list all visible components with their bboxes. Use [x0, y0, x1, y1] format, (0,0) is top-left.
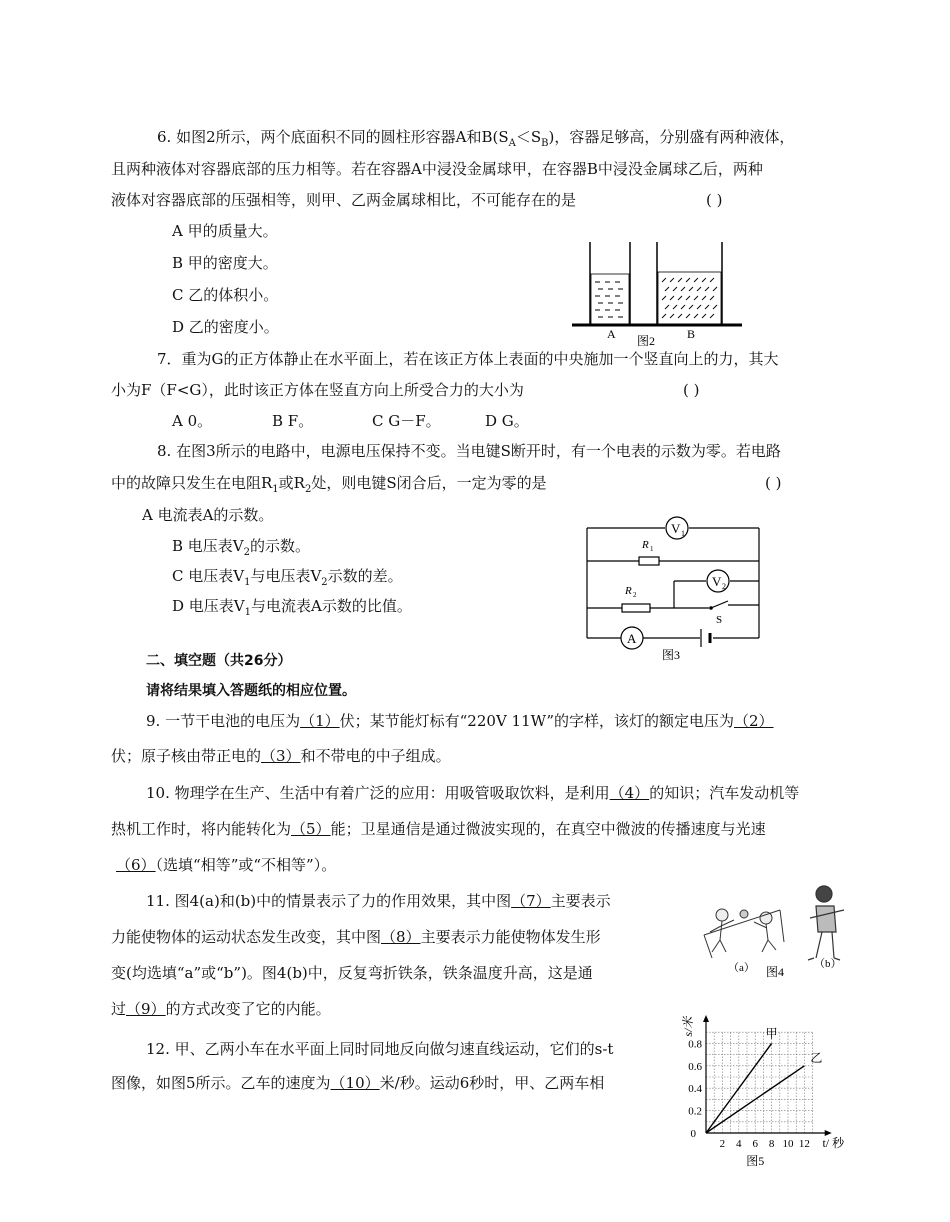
ammeter-a-icon: [621, 627, 643, 649]
q7-option-d: D G。: [485, 412, 529, 430]
q6-line1: 6. 如图2所示，两个底面积不同的圆柱形容器A和$B(S_A<S_B)$，容器足够高，分别盛有两种液体，: [157, 128, 795, 149]
x-tick-label: 8: [768, 1138, 775, 1150]
resistor-r1: [639, 557, 659, 565]
q7-option-c: C G－F。: [372, 412, 441, 430]
voltmeter-v2-icon: [707, 570, 729, 592]
q8-option-c: C 电压表$V_1$与电压表$V_2$示数的差。: [172, 567, 403, 588]
container-a: [590, 242, 630, 324]
svg-text:V: V: [671, 521, 681, 536]
figure-2-label-b: B: [687, 327, 696, 341]
q10-line3: （6）（选填“相等”或“不相等”）。: [116, 856, 337, 874]
svg-text:A: A: [627, 631, 637, 646]
svg-text:2: 2: [633, 591, 637, 599]
q6-option-d: D 乙的密度小。: [172, 318, 279, 336]
figure-5-st-chart: [676, 1008, 886, 1173]
x-tick-label: 12: [798, 1138, 810, 1150]
blank-10: （10）: [330, 1074, 380, 1092]
blank-8: （8）: [381, 928, 421, 946]
y-axis-arrow-icon: [703, 1015, 709, 1022]
q6-option-a: A 甲的质量大。: [172, 222, 278, 240]
y-tick-label: 0.8: [688, 1038, 702, 1051]
q7-option-b: B F。: [272, 412, 314, 430]
svg-text:1: 1: [650, 545, 654, 553]
figure-4a-label: （a）: [728, 962, 755, 974]
resistor-r2: [622, 604, 650, 612]
figure-4a-kids-playing-icon: [704, 909, 784, 958]
svg-text:2: 2: [722, 582, 726, 591]
x-tick-label: 10: [782, 1138, 794, 1150]
figure-4b-label: （b）: [814, 958, 842, 970]
section-2-title: 二、填空题（共26分）: [146, 653, 292, 669]
q6-option-c: C 乙的体积小。: [172, 286, 279, 304]
figure-4-illustrations: [684, 880, 864, 980]
y-tick-label: 0.2: [688, 1105, 702, 1118]
q12-line1: 12. 甲、乙两小车在水平面上同时同地反向做匀速直线运动，它们的s-t: [146, 1040, 614, 1058]
series-label-jia: 甲: [765, 1026, 778, 1041]
figure-5-caption: 图5: [746, 1154, 765, 1168]
q10-line1: 10. 物理学在生产、生活中有着广泛的应用：用吸管吸取饮料，是利用（4）的知识；汽车发动机等: [146, 784, 800, 802]
q10-line2: 热机工作时，将内能转化为（5）能；卫星通信是通过微波实现的，在真空中微波的传播速度与光速: [111, 820, 766, 838]
q6-line2: 且两种液体对容器底部的压力相等。若在容器A中浸没金属球甲，在容器B中浸没金属球乙后，两种: [111, 160, 763, 178]
q8-option-d: D 电压表$V_1$与电流表A示数的比值。: [172, 597, 412, 618]
x-tick-label: 2: [719, 1138, 726, 1150]
chart-grid: [706, 1032, 813, 1133]
q9-line1: 9. 一节干电池的电压为（1）伏；某节能灯标有“220V 11W”的字样，该灯的额定电压为（2）: [146, 712, 774, 730]
figure-3-circuit: [582, 513, 767, 665]
q11-line1: 11. 图4(a)和(b)中的情景表示了力的作用效果，其中图（7）主要表示: [146, 892, 611, 910]
x-tick-label: 6: [752, 1138, 758, 1150]
q11-line4: 过（9）的方式改变了它的内能。: [111, 1000, 331, 1018]
y-tick-label: 0.6: [688, 1060, 702, 1073]
svg-text:V: V: [712, 574, 722, 589]
blank-4: （4）: [609, 784, 650, 802]
figure-2-caption: 图2: [637, 334, 656, 348]
svg-text:R: R: [642, 539, 649, 551]
blank-5: （5）: [291, 820, 331, 838]
svg-text:1: 1: [681, 529, 685, 538]
switch-s-icon: [709, 601, 728, 626]
q7-option-a: A 0。: [172, 412, 213, 430]
voltmeter-v1-icon: [666, 517, 688, 539]
figure-2-containers: [570, 238, 745, 350]
series-label-yi: 乙: [810, 1050, 823, 1065]
blank-1: （1）: [300, 712, 340, 730]
q7-answer-paren: ( ): [683, 381, 700, 399]
q8-line1: 8. 在图3所示的电路中，电源电压保持不变。当电键S断开时，有一个电表的示数为零。若电路: [157, 442, 781, 460]
section-2-instruction: 请将结果填入答题纸的相应位置。: [146, 683, 356, 699]
q6-option-b: B 甲的密度大。: [172, 254, 278, 272]
q8-line2: 中的故障只发生在电阻$R_1$或$R_2$处，则电键S闭合后，一定为零的是: [111, 474, 547, 495]
chart-axes: [681, 1015, 845, 1150]
q8-answer-paren: ( ): [765, 474, 782, 492]
q7-line2: 小为F（F<G），此时该正方体在竖直方向上所受合力的大小为: [111, 381, 524, 399]
origin-label: 0: [690, 1128, 696, 1140]
blank-3: （3）: [261, 747, 301, 765]
svg-text:S: S: [716, 614, 723, 626]
chart-series: [706, 1026, 822, 1133]
q8-option-b: B 电压表$V_2$的示数。: [172, 537, 311, 558]
blank-7: （7）: [511, 892, 551, 910]
figure-4-caption: 图4: [766, 965, 785, 979]
q12-line2: 图像，如图5所示。乙车的速度为（10）米/秒。运动6秒时，甲、乙两车相: [111, 1074, 605, 1092]
q11-line3: 变(均选填“a”或“b”)。图4(b)中，反复弯折铁条，铁条温度升高，这是通: [111, 964, 593, 982]
figure-2-label-a: A: [607, 327, 616, 341]
q6-answer-paren: ( ): [706, 191, 723, 209]
q11-line2: 力能使物体的运动状态发生改变，其中图（8）主要表示力能使物体发生形: [111, 928, 601, 946]
q7-line1: 7．重为G的正方体静止在水平面上，若在该正方体上表面的中央施加一个竖直向上的力，其大: [157, 350, 779, 368]
q6-line3: 液体对容器底部的压强相等，则甲、乙两金属球相比，不可能存在的是: [111, 191, 577, 209]
y-tick-label: 0.4: [688, 1083, 702, 1096]
x-tick-label: 4: [736, 1138, 742, 1150]
q9-line2: 伏；原子核由带正电的（3）和不带电的中子组成。: [111, 747, 451, 765]
figure-4b-bending-iron-icon: [808, 886, 844, 960]
blank-6: （6）: [116, 856, 156, 874]
x-axis-label: t/ 秒: [822, 1136, 845, 1150]
blank-9: （9）: [126, 1000, 166, 1018]
battery-icon: [701, 629, 710, 647]
y-axis-label: s/米: [681, 1016, 695, 1037]
container-b: [657, 242, 722, 324]
figure-3-caption: 图3: [662, 648, 681, 662]
blank-2: （2）: [734, 712, 774, 730]
svg-text:R: R: [625, 585, 632, 597]
q8-option-a: A 电流表A的示数。: [142, 506, 274, 524]
